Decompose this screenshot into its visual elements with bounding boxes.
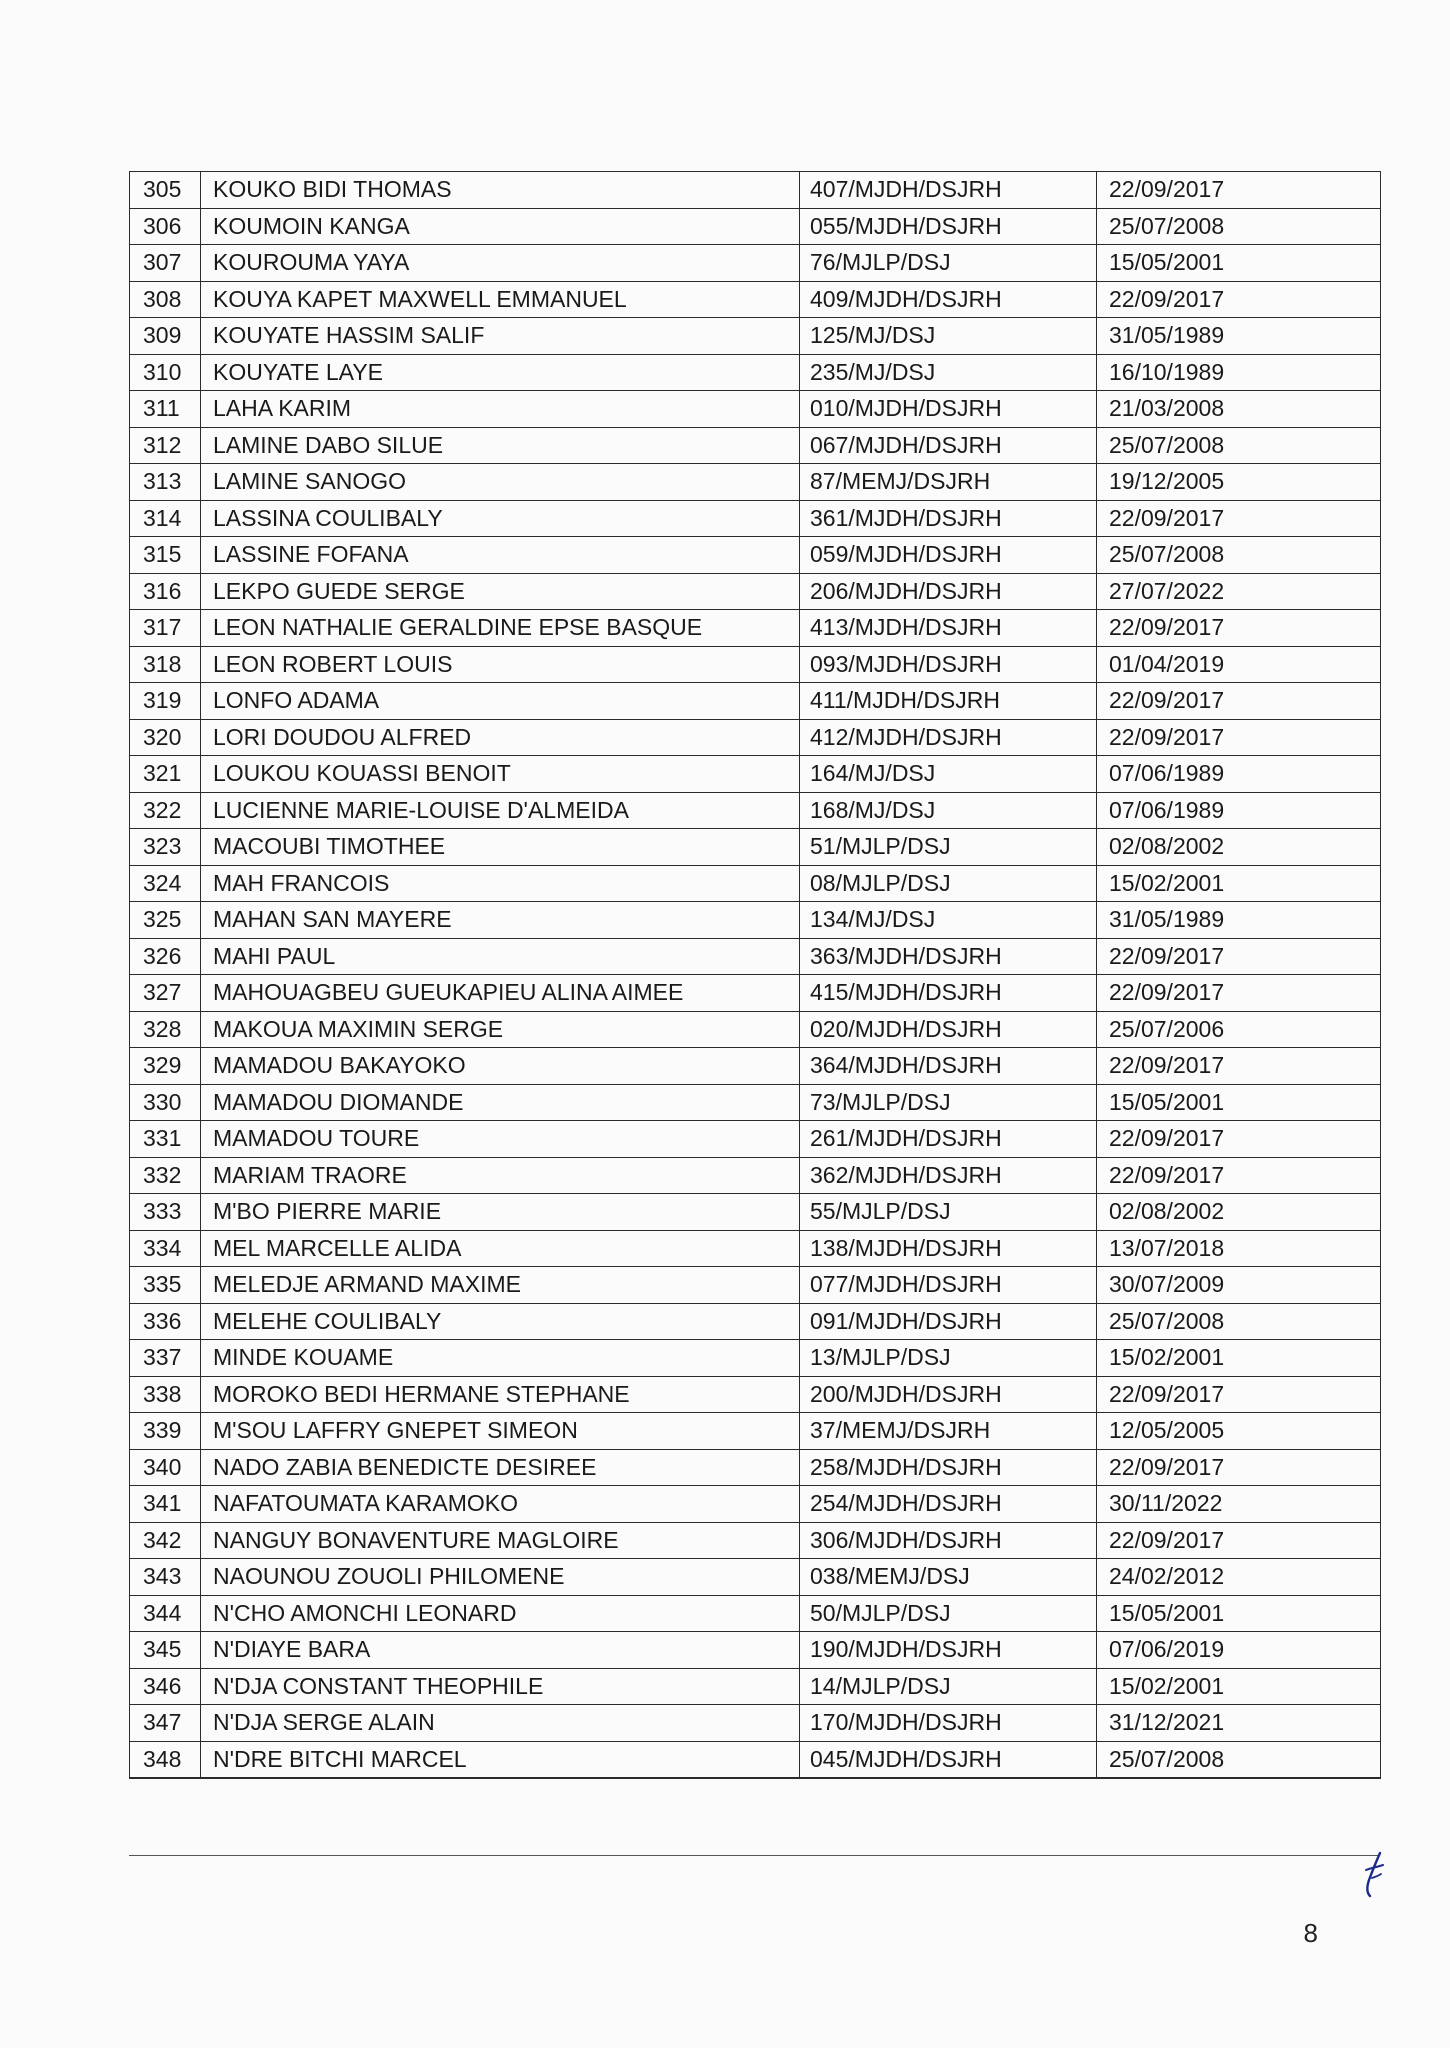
row-number-cell: 339 (130, 1413, 201, 1450)
date-cell: 19/12/2005 (1097, 464, 1381, 501)
reference-cell: 045/MJDH/DSJRH (800, 1741, 1097, 1778)
date-cell: 22/09/2017 (1097, 1449, 1381, 1486)
row-number-cell: 342 (130, 1522, 201, 1559)
person-name-cell: KOUMOIN KANGA (201, 208, 800, 245)
register-table-body (130, 172, 1381, 1778)
row-number-cell: 325 (130, 902, 201, 939)
date-cell: 25/07/2006 (1097, 1011, 1381, 1048)
reference-cell: 37/MEMJ/DSJRH (800, 1413, 1097, 1450)
signature-mark-icon (1358, 1850, 1388, 1900)
table-row (130, 829, 1381, 866)
person-name-cell: LASSINE FOFANA (201, 537, 800, 574)
person-name-cell: MAMADOU TOURE (201, 1121, 800, 1158)
date-cell: 30/11/2022 (1097, 1486, 1381, 1523)
reference-cell: 134/MJ/DSJ (800, 902, 1097, 939)
reference-cell: 364/MJDH/DSJRH (800, 1048, 1097, 1085)
date-cell: 22/09/2017 (1097, 172, 1381, 209)
register-table (129, 171, 1381, 1779)
reference-cell: 235/MJ/DSJ (800, 354, 1097, 391)
date-cell: 02/08/2002 (1097, 1194, 1381, 1231)
person-name-cell: MACOUBI TIMOTHEE (201, 829, 800, 866)
date-cell: 22/09/2017 (1097, 938, 1381, 975)
table-row (130, 1230, 1381, 1267)
row-number-cell: 305 (130, 172, 201, 209)
date-cell: 15/02/2001 (1097, 865, 1381, 902)
table-row (130, 610, 1381, 647)
person-name-cell: MAH FRANCOIS (201, 865, 800, 902)
table-row (130, 1668, 1381, 1705)
row-number-cell: 347 (130, 1705, 201, 1742)
table-row (130, 427, 1381, 464)
table-row (130, 1157, 1381, 1194)
reference-cell: 055/MJDH/DSJRH (800, 208, 1097, 245)
date-cell: 22/09/2017 (1097, 719, 1381, 756)
person-name-cell: MARIAM TRAORE (201, 1157, 800, 1194)
date-cell: 16/10/1989 (1097, 354, 1381, 391)
row-number-cell: 336 (130, 1303, 201, 1340)
person-name-cell: KOUKO BIDI THOMAS (201, 172, 800, 209)
person-name-cell: NAFATOUMATA KARAMOKO (201, 1486, 800, 1523)
table-row (130, 938, 1381, 975)
row-number-cell: 323 (130, 829, 201, 866)
page-number: 8 (1303, 1918, 1318, 1948)
person-name-cell: MAKOUA MAXIMIN SERGE (201, 1011, 800, 1048)
person-name-cell: MOROKO BEDI HERMANE STEPHANE (201, 1376, 800, 1413)
table-row (130, 975, 1381, 1012)
row-number-cell: 340 (130, 1449, 201, 1486)
reference-cell: 168/MJ/DSJ (800, 792, 1097, 829)
reference-cell: 412/MJDH/DSJRH (800, 719, 1097, 756)
table-row (130, 756, 1381, 793)
date-cell: 07/06/1989 (1097, 756, 1381, 793)
person-name-cell: N'DIAYE BARA (201, 1632, 800, 1669)
person-name-cell: KOUYA KAPET MAXWELL EMMANUEL (201, 281, 800, 318)
person-name-cell: MELEHE COULIBALY (201, 1303, 800, 1340)
row-number-cell: 309 (130, 318, 201, 355)
date-cell: 22/09/2017 (1097, 975, 1381, 1012)
person-name-cell: N'DJA CONSTANT THEOPHILE (201, 1668, 800, 1705)
reference-cell: 51/MJLP/DSJ (800, 829, 1097, 866)
reference-cell: 73/MJLP/DSJ (800, 1084, 1097, 1121)
table-row (130, 172, 1381, 209)
table-row (130, 318, 1381, 355)
table-row (130, 1486, 1381, 1523)
table-row (130, 573, 1381, 610)
reference-cell: 038/MEMJ/DSJ (800, 1559, 1097, 1596)
reference-cell: 306/MJDH/DSJRH (800, 1522, 1097, 1559)
reference-cell: 362/MJDH/DSJRH (800, 1157, 1097, 1194)
person-name-cell: MAMADOU DIOMANDE (201, 1084, 800, 1121)
person-name-cell: M'SOU LAFFRY GNEPET SIMEON (201, 1413, 800, 1450)
row-number-cell: 318 (130, 646, 201, 683)
date-cell: 02/08/2002 (1097, 829, 1381, 866)
row-number-cell: 322 (130, 792, 201, 829)
person-name-cell: NAOUNOU ZOUOLI PHILOMENE (201, 1559, 800, 1596)
person-name-cell: LASSINA COULIBALY (201, 500, 800, 537)
reference-cell: 020/MJDH/DSJRH (800, 1011, 1097, 1048)
reference-cell: 254/MJDH/DSJRH (800, 1486, 1097, 1523)
table-row (130, 1413, 1381, 1450)
reference-cell: 13/MJLP/DSJ (800, 1340, 1097, 1377)
row-number-cell: 333 (130, 1194, 201, 1231)
row-number-cell: 332 (130, 1157, 201, 1194)
reference-cell: 55/MJLP/DSJ (800, 1194, 1097, 1231)
reference-cell: 164/MJ/DSJ (800, 756, 1097, 793)
table-row (130, 1632, 1381, 1669)
table-row (130, 1705, 1381, 1742)
row-number-cell: 344 (130, 1595, 201, 1632)
row-number-cell: 334 (130, 1230, 201, 1267)
row-number-cell: 348 (130, 1741, 201, 1778)
person-name-cell: N'DJA SERGE ALAIN (201, 1705, 800, 1742)
row-number-cell: 314 (130, 500, 201, 537)
bottom-rule (129, 1855, 1380, 1856)
row-number-cell: 308 (130, 281, 201, 318)
person-name-cell: MAHOUAGBEU GUEUKAPIEU ALINA AIMEE (201, 975, 800, 1012)
person-name-cell: M'BO PIERRE MARIE (201, 1194, 800, 1231)
person-name-cell: N'DRE BITCHI MARCEL (201, 1741, 800, 1778)
date-cell: 25/07/2008 (1097, 1303, 1381, 1340)
person-name-cell: KOUYATE HASSIM SALIF (201, 318, 800, 355)
person-name-cell: MAHAN SAN MAYERE (201, 902, 800, 939)
date-cell: 25/07/2008 (1097, 537, 1381, 574)
table-row (130, 537, 1381, 574)
reference-cell: 206/MJDH/DSJRH (800, 573, 1097, 610)
table-row (130, 1121, 1381, 1158)
date-cell: 01/04/2019 (1097, 646, 1381, 683)
date-cell: 22/09/2017 (1097, 610, 1381, 647)
row-number-cell: 321 (130, 756, 201, 793)
table-row (130, 1340, 1381, 1377)
date-cell: 15/05/2001 (1097, 245, 1381, 282)
reference-cell: 258/MJDH/DSJRH (800, 1449, 1097, 1486)
person-name-cell: MINDE KOUAME (201, 1340, 800, 1377)
date-cell: 22/09/2017 (1097, 1121, 1381, 1158)
table-row (130, 1595, 1381, 1632)
table-row (130, 391, 1381, 428)
person-name-cell: MEL MARCELLE ALIDA (201, 1230, 800, 1267)
date-cell: 07/06/2019 (1097, 1632, 1381, 1669)
person-name-cell: MAMADOU BAKAYOKO (201, 1048, 800, 1085)
date-cell: 15/05/2001 (1097, 1084, 1381, 1121)
table-row (130, 1048, 1381, 1085)
row-number-cell: 312 (130, 427, 201, 464)
person-name-cell: NANGUY BONAVENTURE MAGLOIRE (201, 1522, 800, 1559)
table-row (130, 1522, 1381, 1559)
table-row (130, 245, 1381, 282)
row-number-cell: 330 (130, 1084, 201, 1121)
table-row (130, 1376, 1381, 1413)
person-name-cell: MAHI PAUL (201, 938, 800, 975)
person-name-cell: KOUROUMA YAYA (201, 245, 800, 282)
date-cell: 15/02/2001 (1097, 1340, 1381, 1377)
table-row (130, 1194, 1381, 1231)
table-row (130, 354, 1381, 391)
row-number-cell: 338 (130, 1376, 201, 1413)
table-row (130, 208, 1381, 245)
row-number-cell: 343 (130, 1559, 201, 1596)
table-row (130, 865, 1381, 902)
date-cell: 31/12/2021 (1097, 1705, 1381, 1742)
reference-cell: 407/MJDH/DSJRH (800, 172, 1097, 209)
date-cell: 22/09/2017 (1097, 1376, 1381, 1413)
person-name-cell: LOUKOU KOUASSI BENOIT (201, 756, 800, 793)
row-number-cell: 319 (130, 683, 201, 720)
row-number-cell: 341 (130, 1486, 201, 1523)
date-cell: 22/09/2017 (1097, 500, 1381, 537)
date-cell: 22/09/2017 (1097, 683, 1381, 720)
row-number-cell: 313 (130, 464, 201, 501)
row-number-cell: 337 (130, 1340, 201, 1377)
date-cell: 15/02/2001 (1097, 1668, 1381, 1705)
date-cell: 15/05/2001 (1097, 1595, 1381, 1632)
reference-cell: 411/MJDH/DSJRH (800, 683, 1097, 720)
row-number-cell: 346 (130, 1668, 201, 1705)
person-name-cell: LAHA KARIM (201, 391, 800, 428)
date-cell: 25/07/2008 (1097, 208, 1381, 245)
reference-cell: 413/MJDH/DSJRH (800, 610, 1097, 647)
row-number-cell: 329 (130, 1048, 201, 1085)
person-name-cell: LAMINE DABO SILUE (201, 427, 800, 464)
date-cell: 25/07/2008 (1097, 427, 1381, 464)
date-cell: 22/09/2017 (1097, 281, 1381, 318)
row-number-cell: 335 (130, 1267, 201, 1304)
table-row (130, 1303, 1381, 1340)
table-row (130, 500, 1381, 537)
table-row (130, 719, 1381, 756)
reference-cell: 409/MJDH/DSJRH (800, 281, 1097, 318)
person-name-cell: LAMINE SANOGO (201, 464, 800, 501)
person-name-cell: LUCIENNE MARIE-LOUISE D'ALMEIDA (201, 792, 800, 829)
reference-cell: 093/MJDH/DSJRH (800, 646, 1097, 683)
reference-cell: 261/MJDH/DSJRH (800, 1121, 1097, 1158)
table-row (130, 1011, 1381, 1048)
date-cell: 22/09/2017 (1097, 1157, 1381, 1194)
reference-cell: 091/MJDH/DSJRH (800, 1303, 1097, 1340)
date-cell: 30/07/2009 (1097, 1267, 1381, 1304)
reference-cell: 010/MJDH/DSJRH (800, 391, 1097, 428)
row-number-cell: 328 (130, 1011, 201, 1048)
reference-cell: 76/MJLP/DSJ (800, 245, 1097, 282)
person-name-cell: LONFO ADAMA (201, 683, 800, 720)
person-name-cell: LEON ROBERT LOUIS (201, 646, 800, 683)
table-row (130, 281, 1381, 318)
table-row (130, 1741, 1381, 1778)
date-cell: 13/07/2018 (1097, 1230, 1381, 1267)
reference-cell: 87/MEMJ/DSJRH (800, 464, 1097, 501)
row-number-cell: 316 (130, 573, 201, 610)
reference-cell: 170/MJDH/DSJRH (800, 1705, 1097, 1742)
row-number-cell: 326 (130, 938, 201, 975)
date-cell: 27/07/2022 (1097, 573, 1381, 610)
reference-cell: 08/MJLP/DSJ (800, 865, 1097, 902)
table-row (130, 464, 1381, 501)
date-cell: 31/05/1989 (1097, 902, 1381, 939)
date-cell: 21/03/2008 (1097, 391, 1381, 428)
row-number-cell: 327 (130, 975, 201, 1012)
reference-cell: 190/MJDH/DSJRH (800, 1632, 1097, 1669)
row-number-cell: 345 (130, 1632, 201, 1669)
row-number-cell: 307 (130, 245, 201, 282)
person-name-cell: LEON NATHALIE GERALDINE EPSE BASQUE (201, 610, 800, 647)
table-row (130, 1449, 1381, 1486)
date-cell: 22/09/2017 (1097, 1522, 1381, 1559)
reference-cell: 361/MJDH/DSJRH (800, 500, 1097, 537)
date-cell: 24/02/2012 (1097, 1559, 1381, 1596)
date-cell: 31/05/1989 (1097, 318, 1381, 355)
reference-cell: 059/MJDH/DSJRH (800, 537, 1097, 574)
date-cell: 25/07/2008 (1097, 1741, 1381, 1778)
reference-cell: 067/MJDH/DSJRH (800, 427, 1097, 464)
table-row (130, 683, 1381, 720)
reference-cell: 14/MJLP/DSJ (800, 1668, 1097, 1705)
row-number-cell: 331 (130, 1121, 201, 1158)
table-row (130, 1559, 1381, 1596)
reference-cell: 138/MJDH/DSJRH (800, 1230, 1097, 1267)
row-number-cell: 324 (130, 865, 201, 902)
reference-cell: 415/MJDH/DSJRH (800, 975, 1097, 1012)
reference-cell: 077/MJDH/DSJRH (800, 1267, 1097, 1304)
table-row (130, 902, 1381, 939)
table-row (130, 1084, 1381, 1121)
table-row (130, 792, 1381, 829)
row-number-cell: 310 (130, 354, 201, 391)
table-row (130, 646, 1381, 683)
date-cell: 12/05/2005 (1097, 1413, 1381, 1450)
person-name-cell: NADO ZABIA BENEDICTE DESIREE (201, 1449, 800, 1486)
person-name-cell: N'CHO AMONCHI LEONARD (201, 1595, 800, 1632)
person-name-cell: LORI DOUDOU ALFRED (201, 719, 800, 756)
row-number-cell: 306 (130, 208, 201, 245)
person-name-cell: LEKPO GUEDE SERGE (201, 573, 800, 610)
person-name-cell: MELEDJE ARMAND MAXIME (201, 1267, 800, 1304)
reference-cell: 200/MJDH/DSJRH (800, 1376, 1097, 1413)
row-number-cell: 315 (130, 537, 201, 574)
reference-cell: 50/MJLP/DSJ (800, 1595, 1097, 1632)
row-number-cell: 317 (130, 610, 201, 647)
person-name-cell: KOUYATE LAYE (201, 354, 800, 391)
row-number-cell: 320 (130, 719, 201, 756)
table-row (130, 1267, 1381, 1304)
date-cell: 22/09/2017 (1097, 1048, 1381, 1085)
row-number-cell: 311 (130, 391, 201, 428)
reference-cell: 363/MJDH/DSJRH (800, 938, 1097, 975)
reference-cell: 125/MJ/DSJ (800, 318, 1097, 355)
date-cell: 07/06/1989 (1097, 792, 1381, 829)
